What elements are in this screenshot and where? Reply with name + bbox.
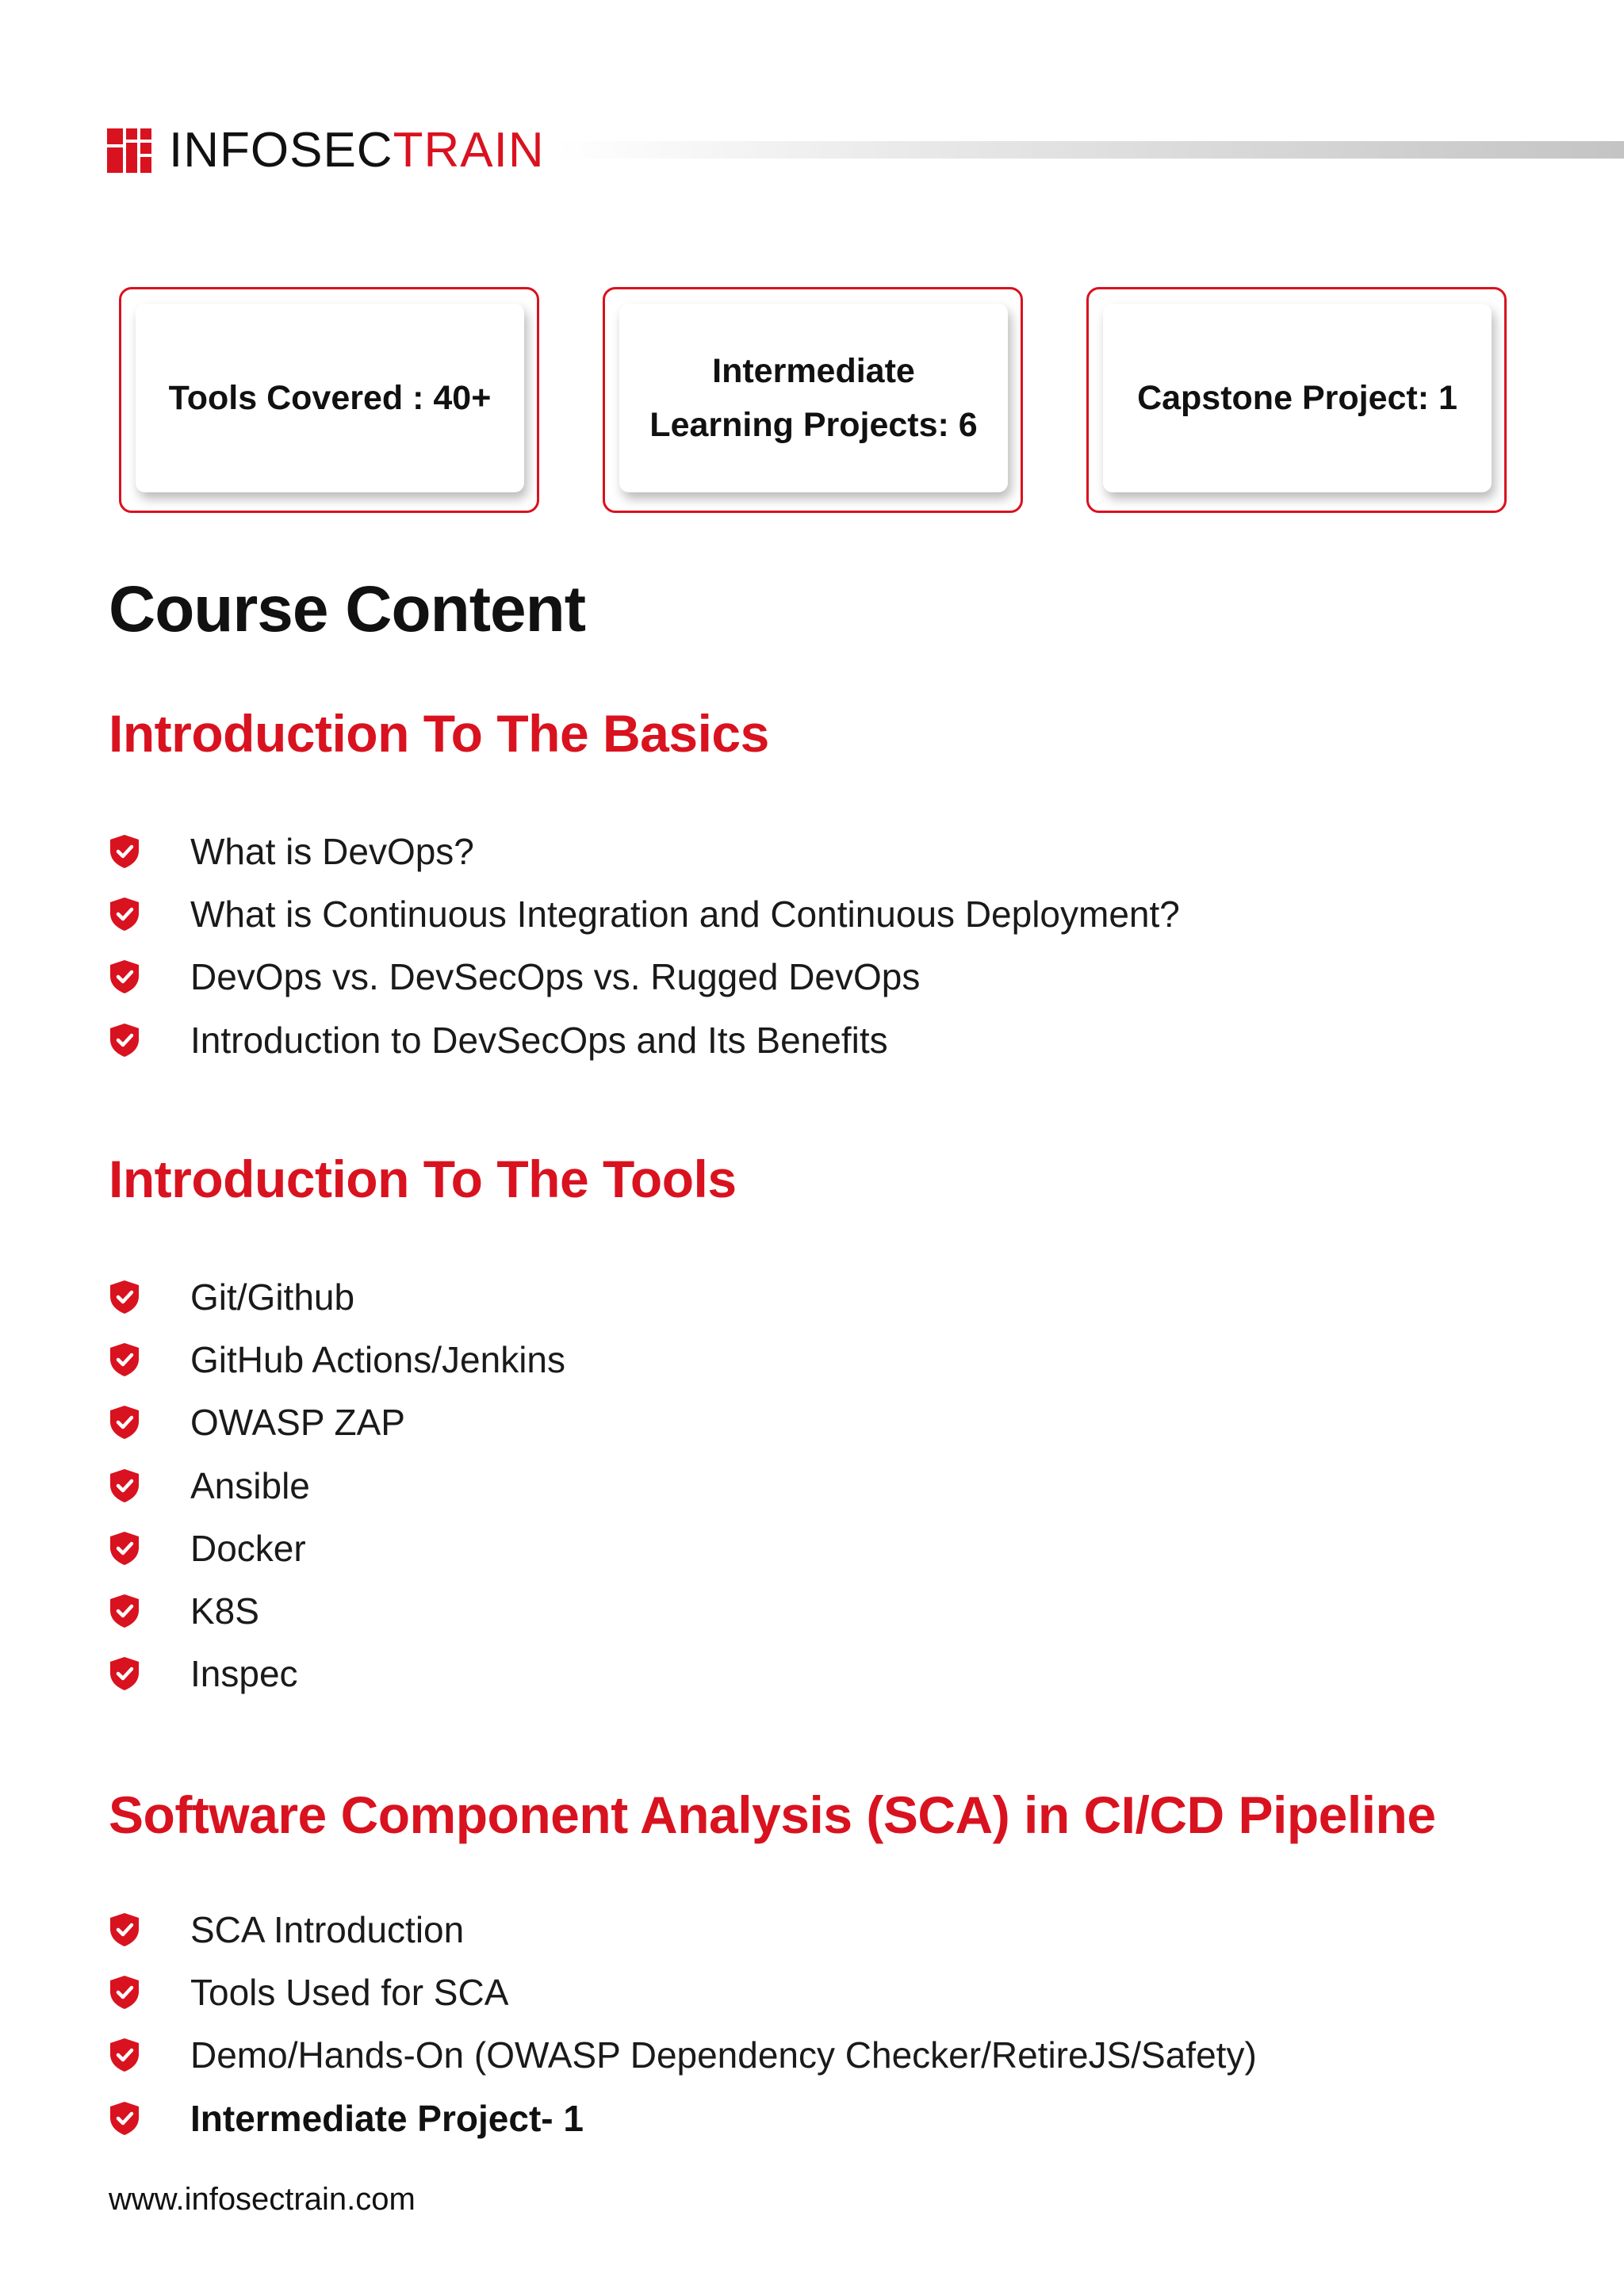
list-item [109,1643,565,1705]
brand-name [169,123,545,178]
list-item-label: OWASP ZAP [190,1402,405,1444]
stat-card-learning-projects [603,287,1023,513]
list-item-label: SCA Introduction [190,1908,465,1950]
list-item-label: Tools Used for SCA [190,1971,509,2013]
list-item [109,882,1180,945]
page-title: Course Content [109,573,585,645]
stat-card-inner [619,304,1008,492]
list-item [109,1391,565,1454]
list-item [109,1265,565,1328]
shield-check-icon [109,1023,140,1058]
shield-check-icon [109,2101,140,2136]
list-item [109,946,1180,1008]
section-items [109,1898,1257,2149]
section-items [109,1265,565,1705]
list-item [109,820,1180,882]
shield-check-icon [109,1975,140,2010]
list-item-label: Intermediate Project- 1 [190,2097,584,2139]
shield-check-icon [109,1594,140,1628]
list-item [109,1454,565,1517]
shield-check-icon [109,1280,140,1314]
page-header [0,0,1624,190]
list-item-label: What is Continuous Integration and Continuous Deployment? [190,893,1180,935]
list-item-label: GitHub Actions/Jenkins [190,1338,566,1380]
list-item-label: Docker [190,1527,306,1569]
footer-website-link[interactable]: www.infosectrain.com [109,2182,416,2217]
section-title: Introduction To The Basics [109,704,769,763]
list-item [109,1517,565,1579]
section-items [109,820,1180,1071]
stat-card-inner [136,304,524,492]
list-item [109,1898,1257,1961]
shield-check-icon [109,1405,140,1440]
list-item-label: Git/Github [190,1276,355,1318]
section-title: Software Component Analysis (SCA) in CI/CD Pipeline [109,1785,1436,1844]
list-item [109,1579,565,1642]
section-title: Introduction To The Tools [109,1150,737,1208]
list-item [109,1961,1257,2023]
list-item [109,2024,1257,2087]
shield-check-icon [109,1468,140,1503]
stat-card-text: Intermediate Learning Projects: 6 [649,352,978,444]
list-item [109,1008,1180,1071]
list-item [109,2087,1257,2149]
list-item-label: K8S [190,1590,259,1632]
shield-check-icon [109,1912,140,1947]
shield-check-icon [109,1531,140,1566]
list-item-label: Introduction to DevSecOps and Its Benefits [190,1019,888,1061]
stat-card-tools [119,287,539,513]
stat-card-text: Capstone Project: 1 [1137,379,1457,417]
brand-name-suffix: TRAIN [393,123,545,178]
shield-check-icon [109,959,140,994]
brand-name-prefix: INFOSEC [169,123,393,178]
header-gradient-bar [555,141,1624,159]
shield-check-icon [109,2038,140,2072]
shield-check-icon [109,897,140,932]
list-item-label: Demo/Hands-On (OWASP Dependency Checker/RetireJS/Safety) [190,2034,1257,2076]
section-sca-pipeline [109,1785,1536,2139]
shield-check-icon [109,1656,140,1691]
infosectrain-logo-icon [107,128,151,173]
list-item-label: Inspec [190,1653,298,1695]
brand-logo[interactable] [107,123,545,178]
list-item-label: DevOps vs. DevSecOps vs. Rugged DevOps [190,956,921,998]
stat-card-inner [1103,304,1492,492]
list-item-label: What is DevOps? [190,830,474,872]
section-introduction-basics [109,704,1536,1061]
stat-card-capstone [1086,287,1507,513]
stat-card-text: Tools Covered : 40+ [168,379,492,417]
list-item-label: Ansible [190,1464,310,1506]
shield-check-icon [109,1342,140,1377]
list-item [109,1328,565,1391]
stats-cards [119,287,1507,513]
shield-check-icon [109,834,140,869]
section-introduction-tools [109,1150,1536,1695]
